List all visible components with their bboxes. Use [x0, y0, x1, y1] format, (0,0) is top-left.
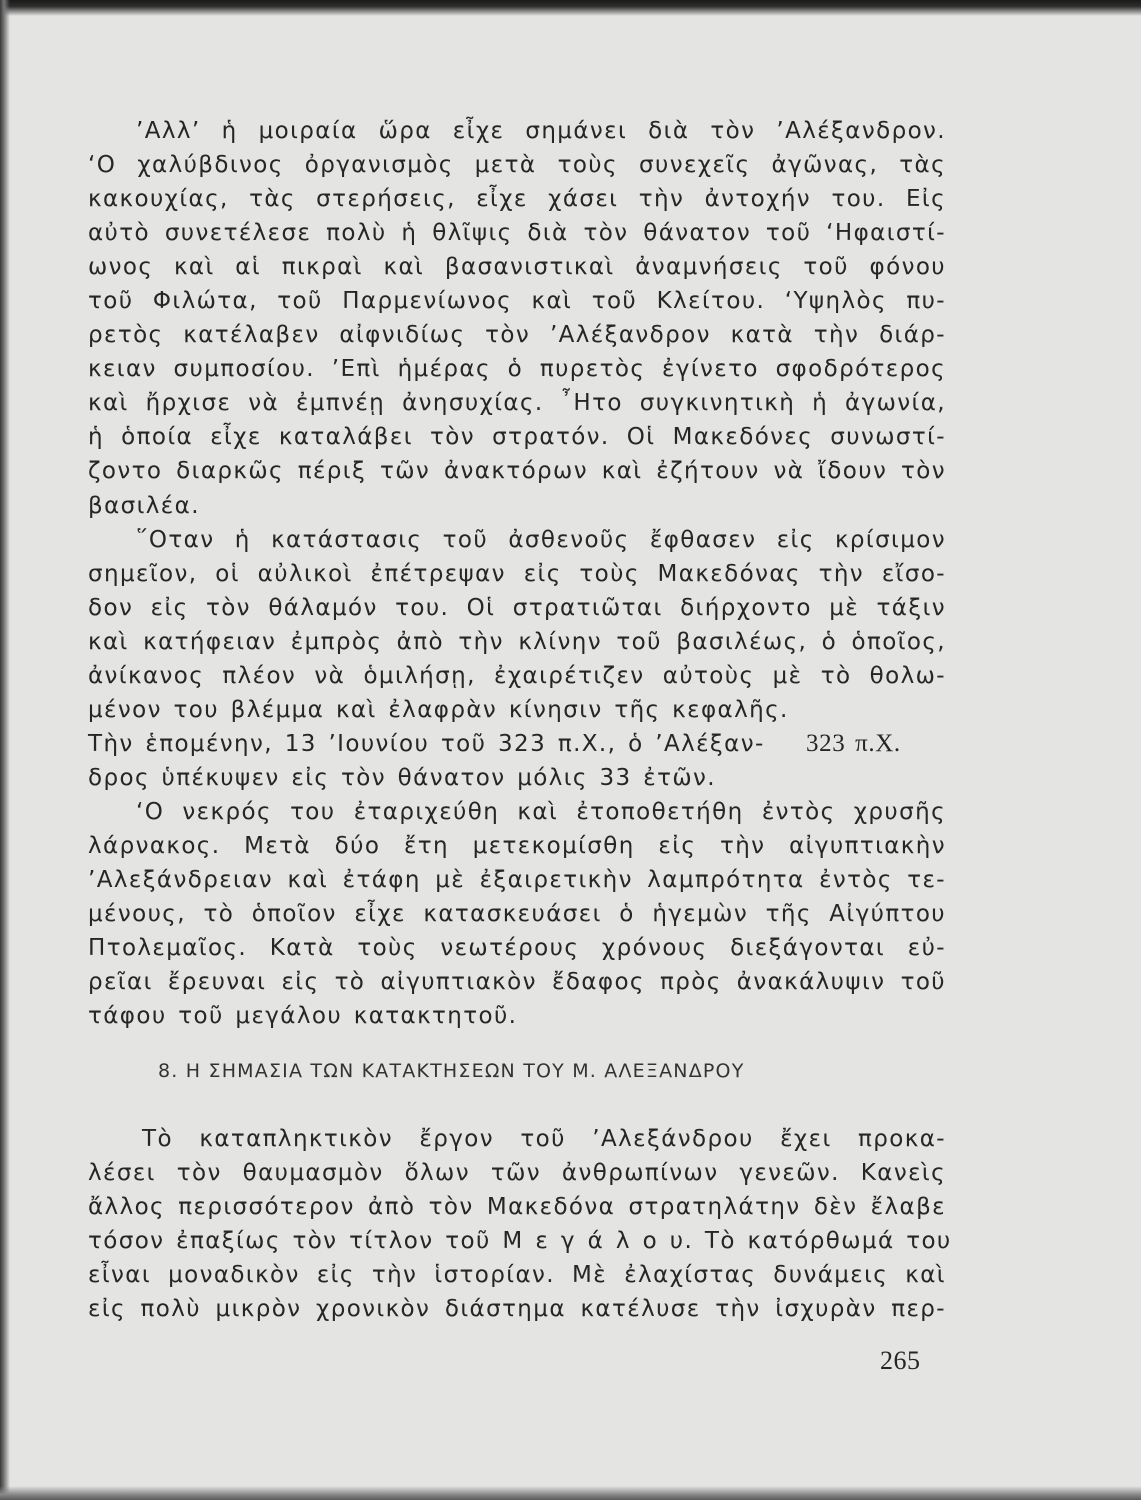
text-line: ρετὸς κατέλαβεν αἰφνιδίως τὸν ’Αλέξανδρον κατὰ τὴν διάρ- — [88, 322, 946, 349]
text-line: Τὸ καταπληκτικὸν ἔργον τοῦ ’Αλεξάνδρου ἔχει προκα- — [142, 1126, 946, 1152]
text-block-section — [88, 1122, 952, 1326]
text-line: μένους, τὸ ὁποῖον εἶχε κατασκευάσει ὁ ἡγεμὼν τῆς Αἰγύπτου — [88, 901, 946, 928]
text-line: Πτολεμαῖος. Κατὰ τοὺς νεωτέρους χρόνους διεξάγονται εὐ- — [88, 935, 946, 962]
text-line: ρεῖαι ἔρευναι εἰς τὸ αἰγυπτιακὸν ἔδαφος πρὸς ἀνακάλυψιν τοῦ — [88, 969, 946, 996]
text-block-main — [88, 114, 946, 1033]
text-line: δρος ὑπέκυψεν εἰς τὸν θάνατον μόλις 33 ἐτῶν. — [88, 764, 716, 791]
text-line: ἄλλος περισσότερον ἀπὸ τὸν Μακεδόνα στρατηλάτην δὲν ἔλαβε — [88, 1194, 946, 1221]
text-line: ἡ ὁποία εἶχε καταλάβει τὸν στρατόν. Οἱ Μακεδόνες συνωστί- — [88, 424, 946, 451]
text-line: κακουχίας, τὰς στερήσεις, εἶχε χάσει τὴν ἀντοχήν του. Εἰς — [88, 186, 946, 213]
scan-edge-bottom — [0, 1486, 1141, 1500]
text-line: τοῦ Φιλώτα, τοῦ Παρμενίωνος καὶ τοῦ Κλείτου. ‘Υψηλὸς πυ- — [88, 288, 946, 315]
text-line: αὐτὸ συνετέλεσε πολὺ ἡ θλῖψις διὰ τὸν θάνατον τοῦ ‘Ηφαιστί- — [88, 220, 946, 247]
text-line: ‘Ο χαλύβδινος ὀργανισμὸς μετὰ τοὺς συνεχεῖς ἀγῶνας, τὰς — [88, 152, 946, 179]
text-line: εἶναι μοναδικὸν εἰς τὴν ἱστορίαν. Μὲ ἐλαχίστας δυνάμεις καὶ — [88, 1262, 946, 1289]
text-line: Τὴν ἑπομένην, 13 ’Ιουνίου τοῦ 323 π.Χ., ὁ ’Αλέξαν- — [88, 730, 765, 757]
text-line: βασιλέα. — [88, 492, 200, 519]
text-line: δον εἰς τὸν θάλαμόν του. Οἱ στρατιῶται διήρχοντο μὲ τάξιν — [88, 594, 946, 621]
scan-edge-left — [0, 0, 10, 1500]
text-line: λέσει τὸν θαυμασμὸν ὅλων τῶν ἀνθρωπίνων γενεῶν. Κανεὶς — [88, 1160, 946, 1187]
text-line: λάρνακος. Μετὰ δύο ἔτη μετεκομίσθη εἰς τὴν αἰγυπτιακὴν — [88, 832, 946, 859]
scan-edge-top — [0, 0, 1141, 16]
text-line: σημεῖον, οἱ αὐλικοὶ ἐπέτρεψαν εἰς τοὺς Μακεδόνας τὴν εἴσο- — [88, 560, 946, 587]
text-line: καὶ ἤρχισε νὰ ἐμπνέῃ ἀνησυχίας. ῏Ητο συγκινητικὴ ἡ ἀγωνία, — [88, 390, 946, 417]
text-line: τόσον ἐπαξίως τὸν τίτλον τοῦ Μ ε γ ά λ ο υ. Τὸ κατόρθωμά του — [88, 1228, 952, 1255]
text-line: εἰς πολὺ μικρὸν χρονικὸν διάστημα κατέλυσε τὴν ἰσχυρὰν περ- — [88, 1296, 946, 1323]
text-line: μένον του βλέμμα καὶ ἐλαφρὰν κίνησιν τῆς κεφαλῆς. — [88, 696, 789, 723]
section-heading: 8. Η ΣΗΜΑΣΙΑ ΤΩΝ ΚΑΤΑΚΤΗΣΕΩΝ ΤΟΥ Μ. ΑΛΕΞΑΝΔΡΟΥ — [158, 1060, 745, 1082]
text-line: ζοντο διαρκῶς πέριξ τῶν ἀνακτόρων καὶ ἐζήτουν νὰ ἴδουν τὸν — [88, 458, 946, 485]
text-line: ‘Ο νεκρός του ἐταριχεύθη καὶ ἐτοποθετήθη ἐντὸς χρυσῆς — [136, 798, 946, 825]
text-line: ἀνίκανος πλέον νὰ ὁμιλήσῃ, ἐχαιρέτιζεν αὐτοὺς μὲ τὸ θολω- — [88, 662, 946, 689]
text-line: τάφου τοῦ μεγάλου κατακτητοῦ. — [88, 1003, 518, 1030]
text-line: ωνος καὶ αἱ πικραὶ καὶ βασανιστικαὶ ἀναμνήσεις τοῦ φόνου — [88, 254, 946, 281]
text-line: ’Αλλ’ ἡ μοιραία ὥρα εἶχε σημάνει διὰ τὸν ’Αλέξανδρον. — [136, 118, 946, 144]
text-line: καὶ κατήφειαν ἐμπρὸς ἀπὸ τὴν κλίνην τοῦ βασιλέως, ὁ ὁποῖος, — [88, 628, 946, 655]
margin-note: 323 π.Χ. — [806, 729, 901, 757]
text-line: ’Αλεξάνδρειαν καὶ ἐτάφη μὲ ἐξαιρετικὴν λαμπρότητα ἐντὸς τε- — [88, 867, 946, 894]
text-line: κειαν συμποσίου. ’Επὶ ἡμέρας ὁ πυρετὸς ἐγίνετο σφοδρότερος — [88, 356, 946, 383]
text-line-with-margin-note — [88, 727, 946, 761]
page-number: 265 — [880, 1346, 921, 1375]
text-line: ῞Οταν ἡ κατάστασις τοῦ ἀσθενοῦς ἔφθασεν εἰς κρίσιμον — [136, 526, 946, 553]
